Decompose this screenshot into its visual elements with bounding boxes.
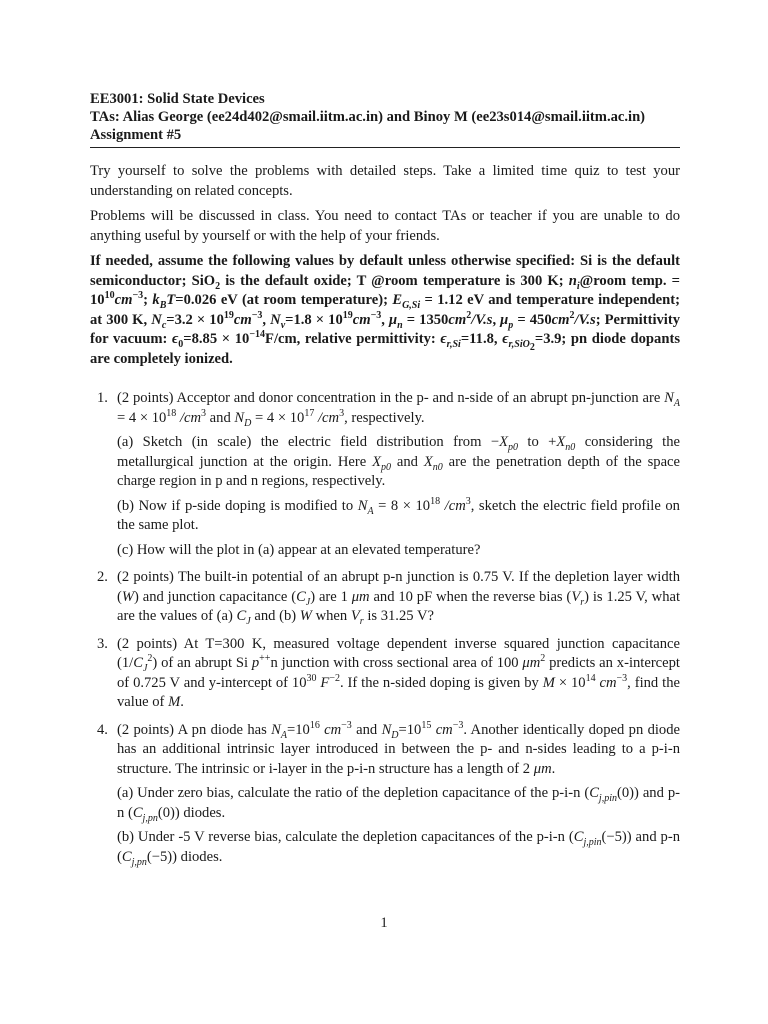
problem-number: 4. [97, 721, 108, 738]
assignment-title: Assignment #5 [90, 127, 182, 143]
problem-4 [90, 721, 680, 868]
intro-paragraph-1: Try yourself to solve the problems with detailed steps. Take a limited time quiz to test your understanding on related concepts. [90, 163, 680, 199]
problem-1-statement: (2 points) Acceptor and donor concentration in the p- and n-side of an abrupt pn-junction are $N_A = 4 \times 10^{18}$ $/cm^3$ and $N_D = 4 \times 10^{17}$ $/cm^3$, respectively. [117, 390, 680, 429]
intro-paragraph-2: Problems will be discussed in class. You need to contact TAs or teacher if you are unable to do anything useful by yourself or with the help of your friends. [90, 208, 680, 244]
problem-3 [90, 635, 680, 713]
problem-4-part-a: (a) Under zero bias, calculate the ratio of the depletion capacitance of the p-i-n $(C_{j,pin}(0))$ and p-n $(C_{j,pn}(0))$ diodes. [117, 785, 680, 824]
document-page [90, 90, 680, 875]
problem-1-part-b: (b) Now if p-side doping is modified to $N_A = 8 \times 10^{18}$ $/cm^3$, sketch the electric field profile on the same plot. [117, 495, 680, 533]
problem-number: 3. [97, 635, 108, 652]
problem-4-statement: (2 points) A pn diode has $N_A=10^{16}$ $cm^{-3}$ and $N_D=10^{15}$ $cm^{-3}$. Another identically doped pn diode has an additional intrinsic layer introduced in between the p- and n-sides leading to a p-i-n structure. The intrinsic or i-layer in the p-i-n structure has a length of 2 μm. [117, 719, 680, 777]
course-title: EE3001: Solid State Devices [90, 91, 265, 107]
default-values-paragraph: If needed, assume the following values by default unless otherwise specified: Si is the default semiconductor; SiO$_2$ is the default oxide; T @room temperature is 300 K; $n_i@room$ temp. = $10^{10}cm^{-3}$; $k_BT=0.026$ eV (at room temperature); $E_{G,Si} = 1.12$ eV and temperature independent; at 300 K, $N_c=3.2 \times 10^{19}cm^{-3}$, $N_v=1.8 \times 10^{19}cm^{-3}$, $\mu_n = 1350cm^2/V.s$, $\mu_p = 450cm^2/V.s$; Permittivity for vacuum: $\epsilon_0=8.85 \times 10^{-14}F/cm$, relative permittivity: $\epsilon_{r,Si}=11.8$, $\epsilon_{r,SiO_2}=3.9$; pn diode dopants are completely ionized. [90, 253, 681, 367]
problem-1-part-a: (a) Sketch (in scale) the electric field distribution from $-X_{p0}$ to $+X_{n0}$ considering the metallurgical junction at the origin. Here $X_{p0}$ and $X_{n0}$ are the penetration depth of the space charge region in p and n regions, respectively. [117, 434, 681, 489]
problem-3-statement: (2 points) At T=300 K, measured voltage dependent inverse squared junction capacitance $(1/C_J^2)$ of an abrupt Si p++n junction with cross sectional area of 100 $\mu m^2$ predicts an x-intercept of 0.725 V and y-intercept of $10^{30}$ $F^{-2}$. If the n-sided doping is given by $M \times 10^{14}$ $cm^{-3}$, find the value of M. [117, 635, 680, 710]
problem-2-statement: (2 points) The built-in potential of an abrupt p-n junction is 0.75 V. If the depletion layer width (W) and junction capacitance $(C_J)$ are 1 μm and 10 pF when the reverse bias $(V_r)$ is 1.25 V, what are the values of (a) $C_J$ and (b) W when $V_r$ is 31.25 V? [117, 569, 681, 627]
problem-number: 2. [97, 569, 108, 585]
problem-1 [90, 389, 680, 560]
problem-1-part-c: (c) How will the plot in (a) appear at an elevated temperature? [117, 541, 481, 558]
page-number: 1 [380, 915, 388, 931]
header-rule [90, 147, 680, 148]
ta-line: TAs: Alias George (ee24d402@smail.iitm.ac.in) and Binoy M (ee23s014@smail.iitm.ac.in) [90, 109, 646, 125]
problem-number: 1. [97, 390, 108, 406]
problem-2 [90, 568, 680, 627]
problem-4-part-b: (b) Under -5 V reverse bias, calculate the depletion capacitances of the p-i-n $(C_{j,pin}(-5))$ and p-n $(C_{j,pn}(-5))$ diodes. [117, 829, 680, 868]
problem-list [90, 389, 680, 867]
